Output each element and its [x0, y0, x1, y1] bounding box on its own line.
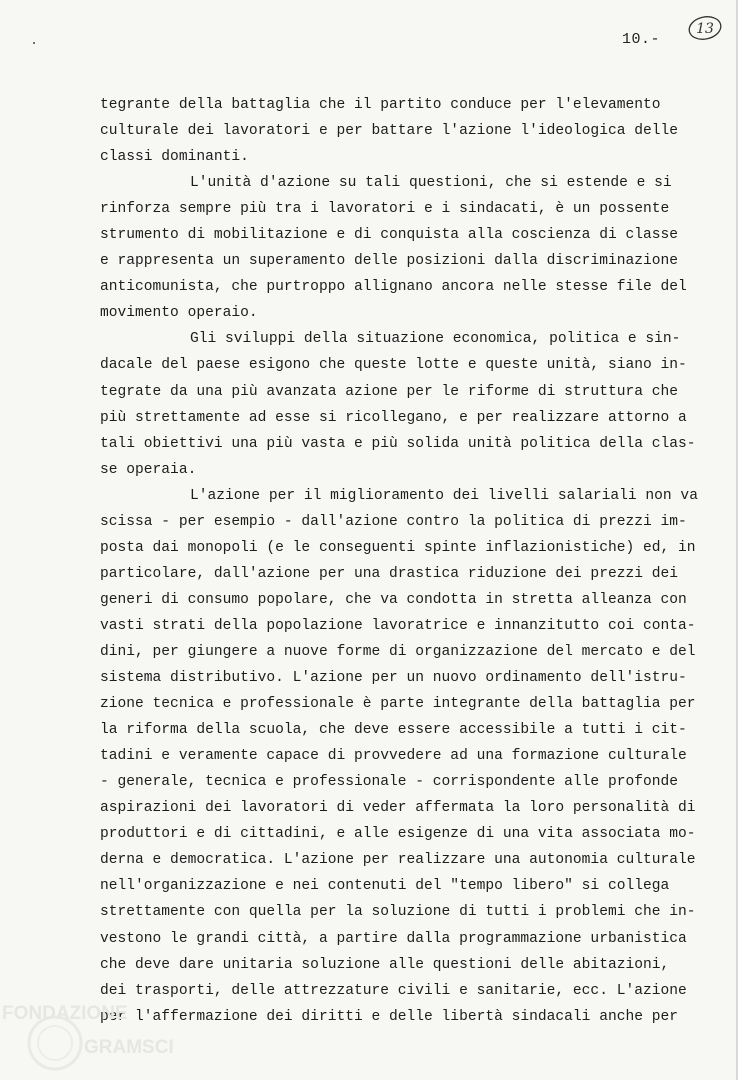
text-line: Gli sviluppi della situazione economica, politica e sin-	[190, 331, 681, 348]
text-line: classi dominanti.	[100, 149, 249, 166]
text-line: aspirazioni dei lavoratori di veder affermata la loro personalità di	[100, 800, 696, 817]
text-line: produttori e di cittadini, e alle esigenze di una vita associata mo-	[100, 826, 696, 843]
text-line: L'azione per il miglioramento dei livelli salariali non va	[190, 487, 698, 504]
text-line: - generale, tecnica e professionale - corrispondente alle profonde	[100, 774, 679, 791]
text-line: tali obiettivi una più vasta e più solida unità politica della clas-	[100, 435, 696, 452]
text-line: anticomunista, che purtroppo allignano ancora nelle stesse file del	[100, 279, 687, 296]
text-line: e rappresenta un superamento delle posizioni dalla discriminazione	[100, 253, 679, 270]
text-line: tegrante della battaglia che il partito conduce per l'elevamento	[100, 97, 661, 113]
text-line: particolare, dall'azione per una drastica riduzione dei prezzi dei	[100, 565, 679, 582]
text-line: vasti strati della popolazione lavoratrice e innanzitutto coi conta-	[100, 617, 696, 634]
document-text-body	[100, 92, 720, 1030]
text-line: più strettamente ad esse si ricollegano, e per realizzare attorno a	[100, 409, 687, 426]
text-line: per l'affermazione dei diritti e delle libertà sindacali anche per	[100, 1008, 679, 1025]
text-line: generi di consumo popolare, che va condotta in stretta alleanza con	[100, 591, 687, 608]
text-line: L'unità d'azione su tali questioni, che si estende e si	[190, 175, 672, 192]
text-line: scissa - per esempio - dall'azione contro la politica di prezzi im-	[100, 513, 687, 530]
text-line: dacale del paese esigono che queste lotte e queste unità, siano in-	[100, 357, 687, 374]
stamp-number: 13	[696, 21, 714, 37]
text-line: dini, per giungere a nuove forme di organizzazione del mercato e del	[100, 643, 696, 660]
margin-dot	[33, 42, 35, 44]
text-line: rinforza sempre più tra i lavoratori e i sindacati, è un possente	[100, 201, 670, 218]
handwritten-page-stamp	[686, 13, 724, 43]
text-line: zione tecnica e professionale è parte integrante della battaglia per	[100, 696, 696, 713]
text-line: nell'organizzazione e nei contenuti del "tempo libero" si collega	[100, 878, 670, 895]
text-line: sistema distributivo. L'azione per un nuovo ordinamento dell'istru-	[100, 670, 687, 687]
text-line: tadini e veramente capace di provvedere ad una formazione culturale	[100, 748, 687, 765]
text-line: se operaia.	[100, 461, 197, 478]
watermark-line-2: GRAMSCI	[84, 1037, 174, 1058]
text-line: posta dai monopoli (e le conseguenti spinte inflazionistiche) ed, in	[100, 539, 696, 556]
text-line: vestono le grandi città, a partire dalla programmazione urbanistica	[100, 930, 687, 947]
text-line: derna e democratica. L'azione per realizzare una autonomia culturale	[100, 852, 696, 869]
text-line: culturale dei lavoratori e per battare l'azione l'ideologica delle	[100, 123, 679, 140]
text-line: strumento di mobilitazione e di conquista alla coscienza di classe	[100, 227, 679, 244]
page-number: 10.-	[622, 31, 661, 48]
text-line: strettamente con quella per la soluzione di tutti i problemi che in-	[100, 904, 696, 921]
text-line: movimento operaio.	[100, 305, 258, 322]
text-line: dei trasporti, delle attrezzature civili e sanitarie, ecc. L'azione	[100, 982, 687, 999]
text-line: tegrate da una più avanzata azione per le riforme di struttura che	[100, 383, 679, 400]
text-line: la riforma della scuola, che deve essere accessibile a tutti i cit-	[100, 722, 687, 739]
watermark-line-1: FONDAZIONE	[2, 1003, 128, 1024]
text-line: che deve dare unitaria soluzione alle questioni delle abitazioni,	[100, 956, 670, 973]
